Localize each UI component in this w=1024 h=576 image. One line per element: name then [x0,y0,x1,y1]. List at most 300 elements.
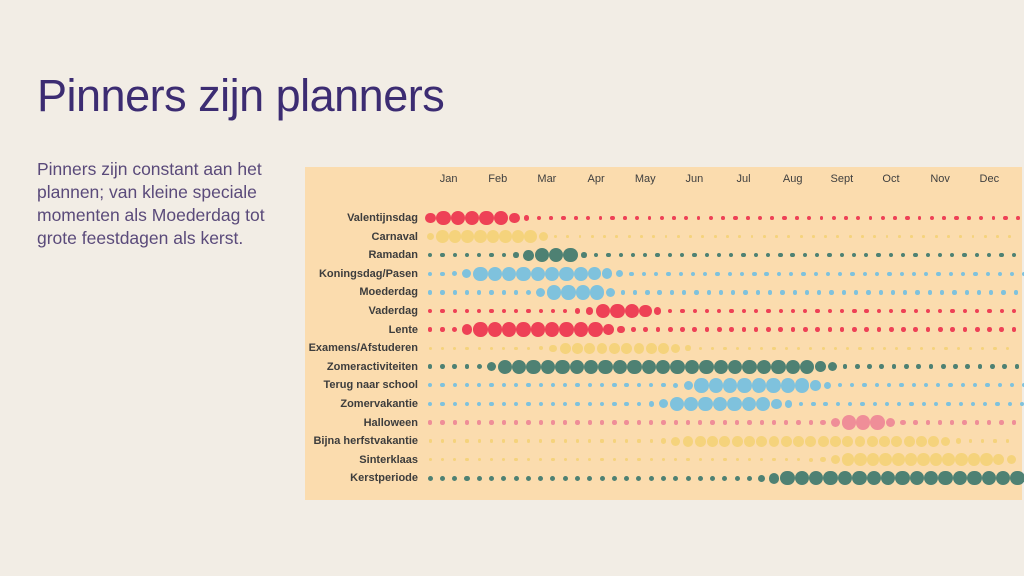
dot-cell [780,450,792,469]
dot-cell [780,469,794,488]
data-dot [1000,309,1004,313]
data-dot [441,458,444,461]
dot-cell [652,302,664,321]
dot-cell [731,339,743,358]
dot-cell [977,339,989,358]
dot-cell [485,395,497,414]
dot-cell [633,450,645,469]
data-dot [428,402,432,406]
dot-cell [783,227,795,246]
data-dot [999,327,1004,332]
data-dot [768,290,772,294]
dot-cell [602,246,614,265]
data-dot [818,436,829,447]
data-dot [699,360,713,374]
dot-cell [955,395,967,414]
dot-cell [1020,320,1024,339]
dot-cell [559,302,571,321]
dot-cell [909,246,921,265]
dot-cell [688,246,700,265]
data-dot [870,415,884,429]
dot-cell [473,432,485,451]
dot-cell [872,246,884,265]
data-dot [809,458,813,462]
data-dot [631,327,636,332]
data-dot [624,402,628,406]
dot-cell [792,413,804,432]
dot-cell [854,432,866,451]
dot-cell [815,209,827,228]
dot-cell [787,302,799,321]
data-dot [883,347,886,350]
data-dot [814,272,818,276]
dot-cell [588,264,601,283]
dot-cell [724,264,736,283]
dot-cell [650,264,662,283]
dot-cell [510,376,522,395]
dot-cell [817,339,829,358]
dot-cell [559,264,573,283]
data-dot [591,235,594,238]
dot-cell [948,283,960,302]
dot-cell [883,376,895,395]
data-dot [561,216,565,220]
data-dot [895,347,898,350]
data-dot [575,308,580,313]
data-dot [531,322,545,336]
data-dot [535,248,549,262]
data-dot [539,439,542,442]
data-dot [842,415,856,429]
dot-cell [945,264,957,283]
data-dot [501,476,506,481]
row-dots [424,320,1014,339]
data-dot [785,400,792,407]
dot-cell [584,302,596,321]
month-label: Oct [882,173,900,185]
dot-cell [725,320,737,339]
dot-cell [842,450,855,469]
dot-cell [498,432,510,451]
dot-cell [473,376,485,395]
dot-cell [991,227,1003,246]
data-dot [912,383,916,387]
data-dot [879,290,883,294]
data-dot [1006,347,1009,350]
month-label: Dec [979,173,1000,185]
data-dot [949,272,953,276]
dot-cell [1010,469,1024,488]
dot-cell [510,413,522,432]
dot-cell [807,227,819,246]
data-dot [453,309,457,313]
data-dot [710,476,715,481]
dot-cell [1010,283,1022,302]
dot-cell [488,320,502,339]
dot-cell [863,357,875,376]
month-label: May [634,173,656,185]
planning-timeline-chart [305,167,1022,500]
dot-cell [983,320,995,339]
data-dot [863,272,867,276]
data-dot [705,327,710,332]
dot-cell [795,469,809,488]
row-label: Ramadan [368,249,418,262]
data-dot [950,309,954,313]
dot-cell [725,302,737,321]
dot-cell [764,283,776,302]
data-dot [512,230,525,243]
data-dot [807,216,811,220]
dot-cell [498,302,510,321]
dot-cell [639,246,651,265]
dot-cell [860,302,872,321]
data-dot [924,471,938,485]
data-dot [824,235,827,238]
data-dot [441,439,444,442]
dot-cell [537,227,549,246]
data-dot [842,436,853,447]
data-dot [742,397,756,411]
dot-cell [656,209,668,228]
dot-cell [608,413,620,432]
data-dot [489,253,493,257]
dot-cell [526,357,540,376]
dot-cell [955,450,968,469]
month-label: Apr [587,173,605,185]
dot-cell [703,283,715,302]
dot-cell [1011,357,1023,376]
data-dot [979,216,983,220]
dot-cell [436,432,448,451]
data-dot [877,309,881,313]
dot-cell [436,413,448,432]
dot-cell [771,357,785,376]
data-dot [928,290,932,294]
data-dot [962,253,966,257]
dot-cell [621,432,633,451]
dot-cell [959,320,971,339]
dot-cell [721,227,733,246]
data-dot [914,309,918,313]
chart-row [305,339,1022,358]
row-dots [424,357,1014,376]
dot-cell [867,450,880,469]
data-dot [709,378,723,392]
dot-cell [846,376,858,395]
dot-cell [995,246,1007,265]
dot-cell [952,432,964,451]
dot-cell [936,283,948,302]
data-dot [719,436,730,447]
dot-cell [638,264,650,283]
dot-cell [670,376,682,395]
dot-cell [584,450,596,469]
data-dot [998,383,1002,387]
data-dot [824,382,831,389]
data-dot [705,309,709,313]
data-dot [686,420,690,424]
data-dot [624,476,629,481]
data-dot [831,418,840,427]
dot-cell [980,450,993,469]
dot-cell [512,357,526,376]
dot-cell [461,357,473,376]
data-dot [723,347,726,350]
data-dot [977,290,981,294]
dot-cell [917,450,930,469]
data-dot [464,476,469,481]
dot-cell [473,264,487,283]
data-dot [672,216,676,220]
data-dot [461,230,474,243]
data-dot [588,439,591,442]
dot-cell [680,209,692,228]
data-dot [575,383,579,387]
dot-cell [645,450,657,469]
dot-cell [461,227,474,246]
data-dot [600,383,604,387]
data-dot [751,235,754,238]
data-dot [453,253,457,257]
dot-cell [977,432,989,451]
data-dot [697,216,701,220]
data-dot [488,267,502,281]
dot-cell [852,469,866,488]
data-dot [809,347,812,350]
dot-cell [822,264,834,283]
data-dot [938,420,942,424]
data-dot [694,378,708,392]
dot-cell [795,376,809,395]
dot-cell [606,209,618,228]
dot-cell [436,469,448,488]
dot-cell [836,320,848,339]
data-dot [936,272,940,276]
dot-cell [994,376,1006,395]
row-dots [424,246,1014,265]
data-dot [867,453,880,466]
data-dot [817,290,821,294]
dot-cell [807,395,819,414]
data-dot [606,288,615,297]
dot-cell [838,283,850,302]
dot-cell [670,432,682,451]
dot-cell [864,209,876,228]
data-dot [429,439,432,442]
dot-cell [842,413,856,432]
dot-cell [770,395,782,414]
data-dot [731,290,735,294]
row-dots [424,339,1014,358]
data-dot [742,309,746,313]
dot-cell [596,395,608,414]
dot-cell [510,246,522,265]
data-dot [588,402,592,406]
dot-cell [590,283,604,302]
dot-cell [603,320,615,339]
dot-cell [559,413,571,432]
dot-cell [473,413,485,432]
dot-cell [608,432,620,451]
dot-cell [856,227,868,246]
dot-cell [449,246,461,265]
dot-cell [742,357,756,376]
dot-cell [993,450,1005,469]
dot-cell [625,264,637,283]
dot-cell [947,320,959,339]
data-dot [895,471,909,485]
dot-cell [797,264,809,283]
data-dot [428,290,432,294]
dot-cell [449,432,461,451]
dot-cell [424,339,436,358]
dot-cell [485,413,497,432]
dot-cell [547,339,559,358]
data-dot [576,439,579,442]
data-dot [838,272,842,276]
data-dot [950,420,954,424]
data-dot [891,290,895,294]
dot-cell [958,413,970,432]
data-dot [879,436,890,447]
data-dot [800,360,814,374]
data-dot [916,436,927,447]
row-label: Lente [388,323,418,336]
data-dot [549,345,556,352]
dot-cell [485,432,497,451]
dot-cell [449,469,461,488]
data-dot [971,402,975,406]
dot-cell [719,450,731,469]
dot-cell [584,357,598,376]
data-dot [440,272,444,276]
data-dot [901,327,906,332]
dot-cell [766,376,780,395]
dot-cell [932,376,944,395]
dot-cell [859,264,871,283]
dot-cell [944,376,956,395]
data-dot [498,360,512,374]
dot-cell [498,339,510,358]
data-dot [694,290,698,294]
dot-cell [510,302,522,321]
dot-cell [858,376,870,395]
data-dot [926,420,930,424]
dot-cell [750,320,762,339]
data-dot [671,437,680,446]
dot-cell [738,320,750,339]
data-dot [867,436,878,447]
dot-cell [535,450,547,469]
dot-cell [928,432,940,451]
data-dot [903,290,907,294]
dot-cell [873,302,885,321]
data-dot [561,285,575,299]
data-dot [695,436,706,447]
dot-cell [684,227,696,246]
dot-cell [934,413,946,432]
data-dot [924,383,928,387]
data-dot [972,235,975,238]
dot-cell [645,413,657,432]
data-dot [479,211,493,225]
dot-cell [451,209,465,228]
data-dot [740,272,744,276]
data-dot [840,253,844,257]
data-dot [428,476,433,481]
dot-cell [596,450,608,469]
data-dot [735,476,740,481]
dot-cell [654,283,666,302]
dot-cell [834,376,846,395]
dot-cell [488,264,502,283]
data-dot [764,272,768,276]
data-dot [539,346,543,350]
dot-cell [670,469,682,488]
dot-cell [651,246,663,265]
data-dot [929,364,934,369]
data-dot [564,439,567,442]
data-dot [514,383,518,387]
dot-cell [424,283,436,302]
data-dot [962,420,966,424]
data-dot [1012,420,1016,424]
dot-cell [1018,376,1024,395]
data-dot [760,420,764,424]
data-dot [636,476,641,481]
dot-cell [521,209,533,228]
data-dot [465,309,469,313]
dot-cell [706,339,718,358]
data-dot [1010,383,1014,387]
dot-cell [424,264,436,283]
dot-cell [571,432,583,451]
dot-cell [756,432,768,451]
data-dot [711,347,714,350]
data-dot [717,253,721,257]
data-dot [588,383,592,387]
data-dot [526,290,531,295]
data-dot [699,347,702,350]
data-dot [477,476,482,481]
data-dot [590,285,604,299]
data-dot [729,253,733,257]
chart-row [305,450,1022,469]
data-dot [855,364,860,369]
dot-cell [969,264,981,283]
data-dot [836,235,839,238]
dot-cell [934,246,946,265]
data-dot [514,458,517,461]
data-dot [728,360,742,374]
dot-cell [571,395,583,414]
data-dot [867,471,881,485]
data-dot [427,233,434,240]
data-dot [748,458,751,461]
dot-cell [584,395,596,414]
dot-cell [922,413,934,432]
dot-cell [676,302,688,321]
dot-cell [571,302,583,321]
data-dot [815,253,819,257]
dot-cell [643,209,655,228]
data-dot [655,253,659,257]
dot-cell [786,357,800,376]
dot-cell [844,227,856,246]
dot-cell [522,283,534,302]
data-dot [691,272,695,276]
